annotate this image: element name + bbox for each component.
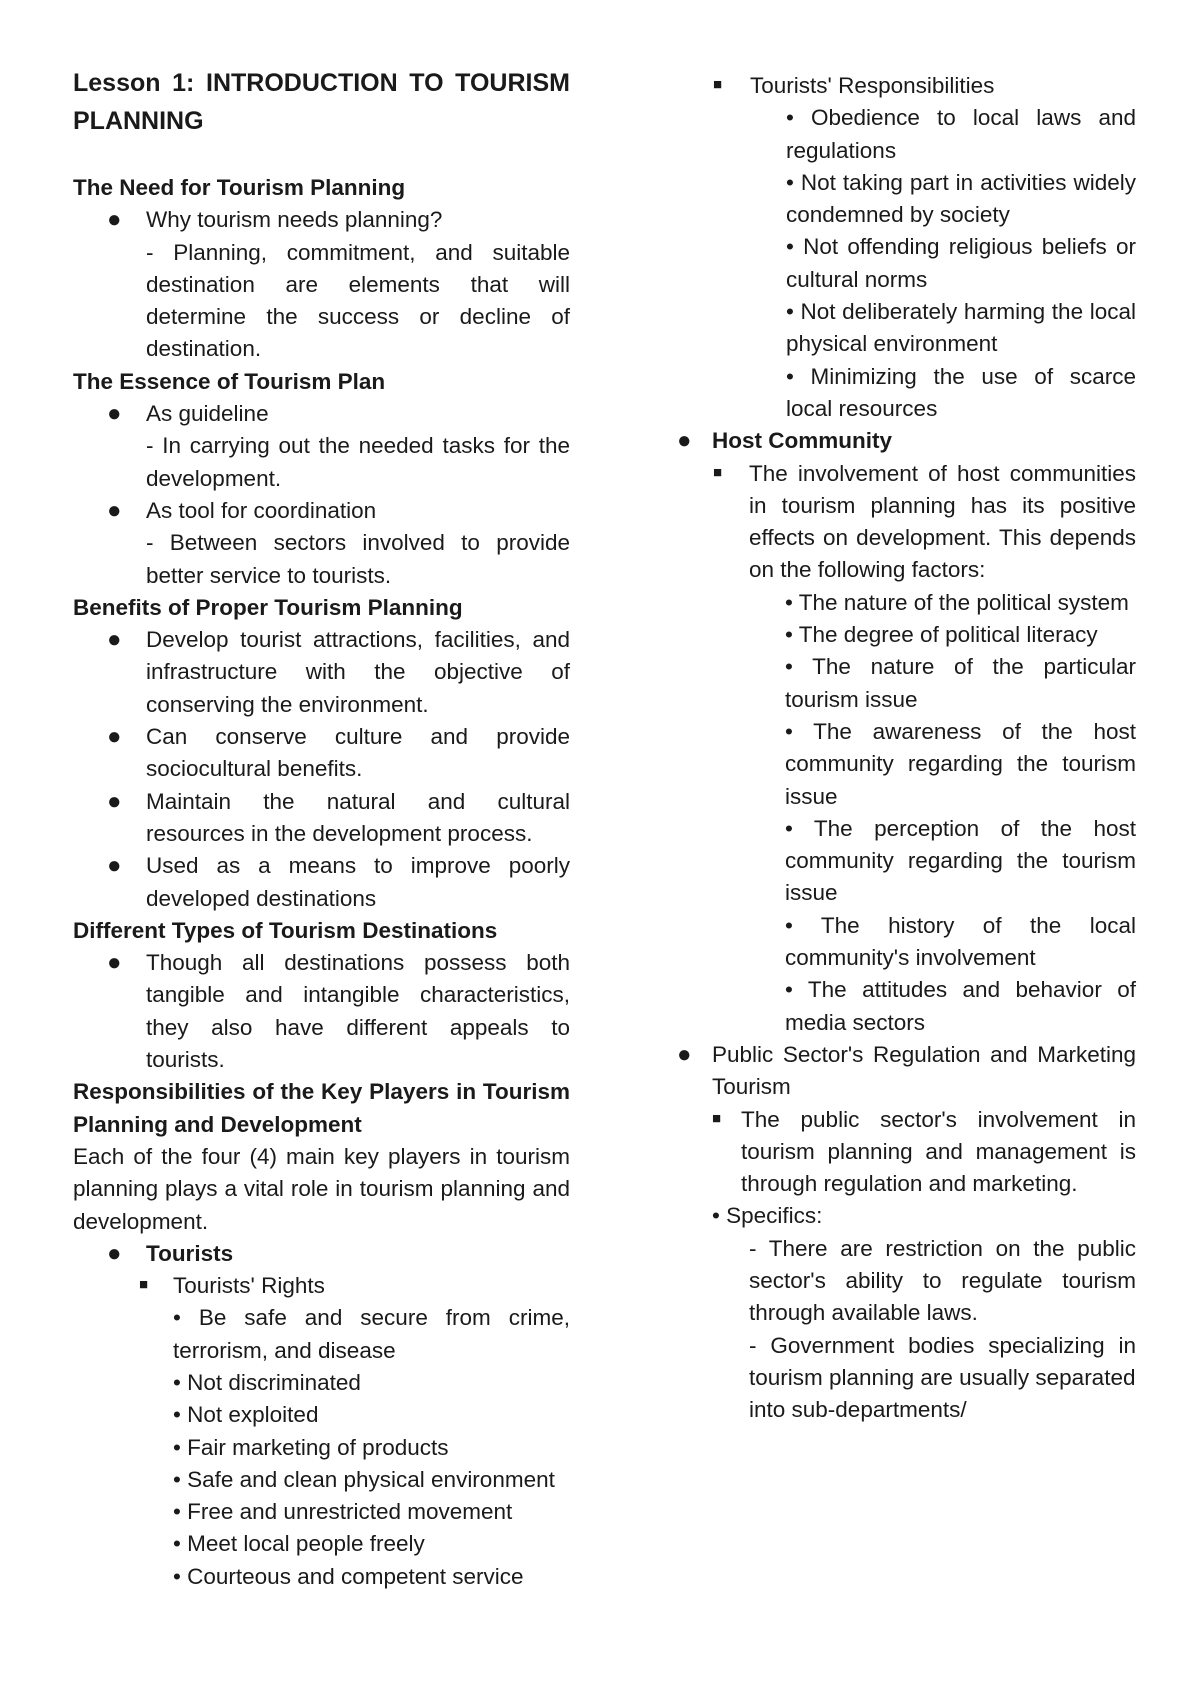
rights-title: Tourists' Rights xyxy=(173,1273,325,1299)
page-title: Lesson 1: INTRODUCTION TO TOURISM PLANNING xyxy=(73,69,570,135)
bullet-icon: ● xyxy=(677,1040,692,1068)
bullet-icon: ● xyxy=(107,949,122,977)
public-sector-heading: Public Sector's Regulation and Marketing Tourism xyxy=(712,1041,1136,1100)
host-community-heading: Host Community xyxy=(712,428,892,454)
bullet-icon: ● xyxy=(107,787,122,815)
host-community-block: ● Host Community ■ The involvement of host communities in tourism planning has its positive effects on development. This depends on the following factors: • The nature of the political system • The degree of political literacy • The nature of the particular tourism issue • The awareness of the host community regarding the tourism issue • The perception of the host community regarding the tourism issue • The history of the local community's involvement • The attitudes and behavior of media sectors xyxy=(677,427,1136,1035)
square-bullet-icon: ■ xyxy=(712,1109,722,1127)
list-item xyxy=(73,1238,570,1270)
specifics-label: • Specifics: xyxy=(712,1203,823,1229)
right-column xyxy=(677,70,1136,1426)
heading-need: The Need for Tourism Planning xyxy=(73,175,406,200)
benefits-list xyxy=(73,624,570,915)
players-list xyxy=(73,1238,570,1270)
bullet-icon: ● xyxy=(107,206,122,234)
list-item: ● As guideline - In carrying out the needed tasks for the development. xyxy=(107,400,570,491)
bullet-icon: ● xyxy=(107,496,122,524)
heading-benefits: Benefits of Proper Tourism Planning xyxy=(73,594,463,620)
heading-types: Different Types of Tourism Destinations xyxy=(73,917,498,943)
responsibilities-title: Tourists' Responsibilities xyxy=(750,73,995,98)
square-bullet-icon: ■ xyxy=(713,76,723,93)
responsibilities-intro: Each of the four (4) main key players in tourism planning plays a vital role in tourism planning and development. xyxy=(73,1143,570,1234)
rights-block: ■ Tourists' Rights • Be safe and secure from crime, terrorism, and disease • Not discriminated • Not exploited • Fair marketing of products • Safe and clean physical environment • Free and unrestricted movement • Meet local people freely • Courteous and competent service xyxy=(73,1270,570,1593)
bullet-icon: ● xyxy=(677,427,692,455)
bullet-icon: ● xyxy=(107,1239,122,1267)
responsibilities-block: ■ Tourists' Responsibilities • Obedience to local laws and regulations • Not taking part in activities widely condemned by society • Not offending religious beliefs or cultural norms • Not deliberately harming the local physical environment • Minimizing the use of scarce local resources xyxy=(712,70,1136,425)
list-item: ● Maintain the natural and cultural resources in the development process. xyxy=(107,787,570,846)
list-item: ● Why tourism needs planning? - Planning, commitment, and suitable destination are elements that will determine the success or decline of destination. xyxy=(107,206,570,362)
heading-responsibilities: Responsibilities of the Key Players in Tourism Planning and Development xyxy=(73,1079,570,1137)
square-bullet-icon: ■ xyxy=(139,1276,149,1294)
public-sector-block: ● Public Sector's Regulation and Marketing Tourism ■ The public sector's involvement in tourism planning and management is through regulation and marketing. • Specifics: - There are restriction on the public sector's ability to regulate tourism through available laws. - Government bodies specializing in tourism planning are usually separated into sub-departments/ xyxy=(677,1040,1136,1423)
list-item: ● Can conserve culture and provide sociocultural benefits. xyxy=(107,723,570,782)
list-item: ● Used as a means to improve poorly developed destinations xyxy=(107,852,570,911)
types-list xyxy=(73,947,570,1076)
tourists-heading: Tourists xyxy=(146,1240,234,1266)
square-bullet-icon: ■ xyxy=(713,463,723,481)
list-item: ● As tool for coordination - Between sectors involved to provide better service to tourists. xyxy=(107,496,570,588)
bullet-icon: ● xyxy=(107,400,122,428)
bullet-icon: ● xyxy=(107,626,122,654)
bullet-icon: ● xyxy=(107,723,122,751)
left-column xyxy=(73,64,570,1593)
list-item: ● Develop tourist attractions, facilities, and infrastructure with the objective of conserving the environment. xyxy=(107,626,570,717)
heading-essence: The Essence of Tourism Plan xyxy=(73,368,386,394)
list-item: ● Though all destinations possess both tangible and intangible characteristics, they also have different appeals to tourists. xyxy=(107,949,570,1073)
bullet-icon: ● xyxy=(107,852,122,880)
need-list xyxy=(73,204,570,365)
essence-list xyxy=(73,398,570,592)
